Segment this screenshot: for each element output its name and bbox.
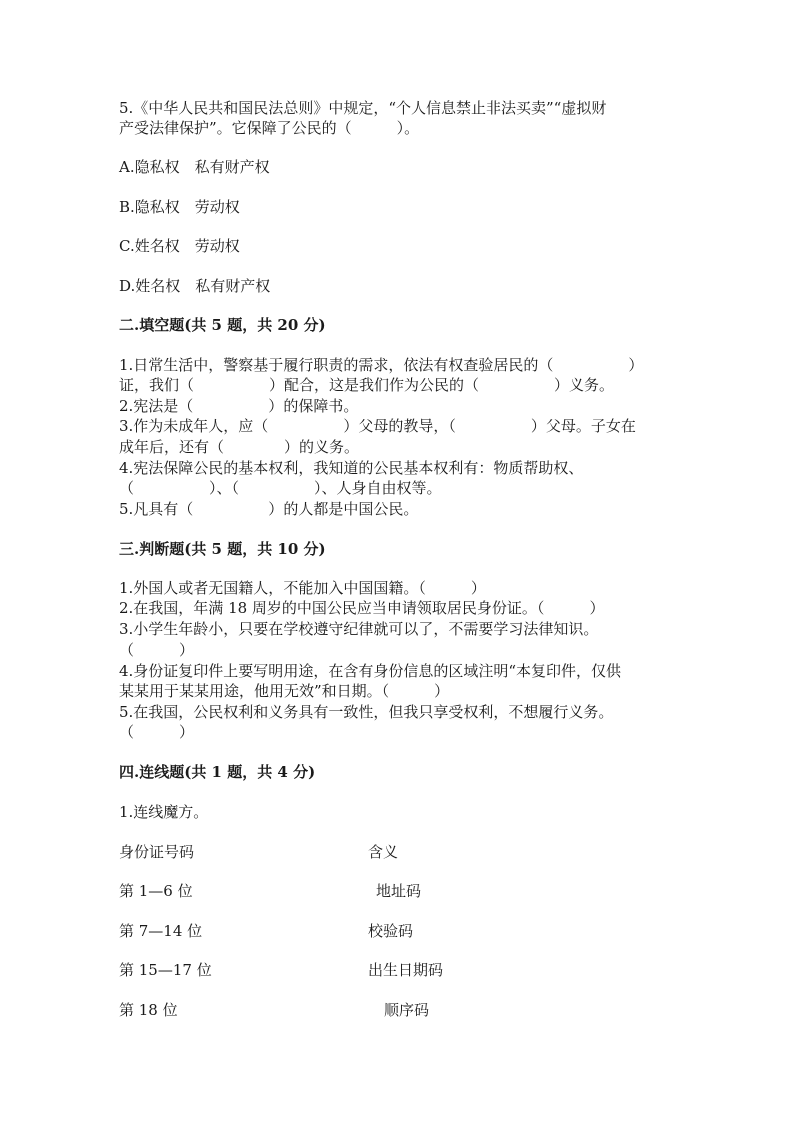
section3-heading: 三.判断题(共 5 题，共 10 分) [119, 540, 326, 558]
match-left-item: 身份证号码 [119, 843, 195, 861]
section4-question: 1.连线魔方。 [119, 803, 209, 821]
match-right-item: 校验码 [368, 922, 414, 940]
section2-line: 证，我们（ ）配合，这是我们作为公民的（ ）义务。 [119, 376, 615, 394]
q5-option-b: B.隐私权 劳动权 [119, 198, 240, 216]
q5-stem-line2: 产受法律保护”。它保障了公民的（ ）。 [119, 119, 420, 137]
section2-line: （ ）、（ ）、人身自由权等。 [119, 479, 442, 497]
match-left-item: 第 1—6 位 [119, 882, 193, 900]
section4-heading: 四.连线题(共 1 题，共 4 分) [119, 763, 316, 781]
match-right-item: 含义 [368, 843, 399, 861]
section3-line: 2.在我国，年满 18 周岁的中国公民应当申请领取居民身份证。（ ） [119, 599, 605, 617]
q5-option-a: A.隐私权 私有财产权 [119, 158, 270, 176]
section3-line: 1.外国人或者无国籍人，不能加入中国国籍。（ ） [119, 579, 486, 597]
match-right-item: 地址码 [376, 882, 422, 900]
match-left-item: 第 18 位 [119, 1001, 178, 1019]
q5-stem-line1: 5.《中华人民共和国民法总则》中规定，“个人信息禁止非法买卖”“虚拟财 [119, 99, 607, 117]
section2-line: 4.宪法保障公民的基本权利，我知道的公民基本权利有：物质帮助权、 [119, 459, 584, 477]
section2-line: 2.宪法是（ ）的保障书。 [119, 397, 359, 415]
section2-line: 成年后，还有（ ）的义务。 [119, 438, 360, 456]
section3-line: 某某用于某某用途，他用无效”和日期。（ ） [119, 682, 450, 700]
match-left-item: 第 15—17 位 [119, 961, 212, 979]
section3-line: 5.在我国，公民权利和义务具有一致性，但我只享受权利，不想履行义务。 [119, 703, 614, 721]
section2-line: 5.凡具有（ ）的人都是中国公民。 [119, 500, 419, 518]
section2-line: 1.日常生活中，警察基于履行职责的需求，依法有权查验居民的（ ） [119, 356, 644, 374]
match-right-item: 出生日期码 [368, 961, 444, 979]
section2-heading: 二.填空题(共 5 题，共 20 分) [119, 316, 326, 334]
section3-line: 3.小学生年龄小，只要在学校遵守纪律就可以了，不需要学习法律知识。 [119, 620, 599, 638]
match-left-item: 第 7—14 位 [119, 922, 203, 940]
q5-option-c: C.姓名权 劳动权 [119, 237, 240, 255]
section3-line: （ ） [119, 641, 195, 659]
section3-line: （ ） [119, 723, 195, 741]
match-right-item: 顺序码 [384, 1001, 430, 1019]
section3-line: 4.身份证复印件上要写明用途，在含有身份信息的区域注明“本复印件，仅供 [119, 662, 621, 680]
q5-option-d: D.姓名权 私有财产权 [119, 277, 271, 295]
section2-line: 3.作为未成年人，应（ ）父母的教导，（ ）父母。子女在 [119, 417, 636, 435]
